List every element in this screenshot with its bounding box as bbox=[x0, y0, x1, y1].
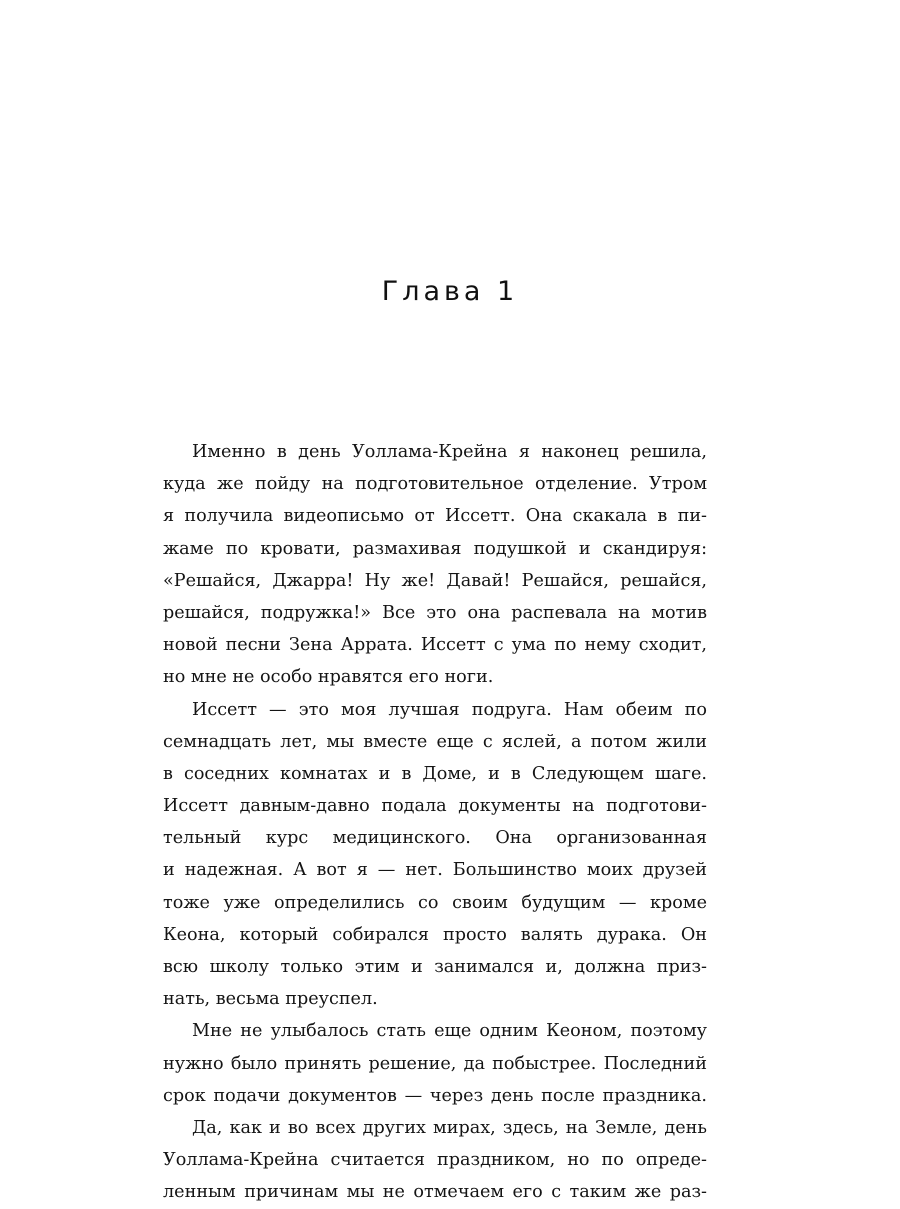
text-line: нать, весьма преуспел. bbox=[163, 989, 378, 1010]
text-line: Иссетт давным-давно подала документы на подготови- bbox=[163, 796, 707, 817]
text-line: но мне не особо нравятся его ноги. bbox=[163, 667, 494, 688]
text-line: срок подачи документов — через день после праздника. bbox=[163, 1085, 707, 1106]
text-line: нужно было принять решение, да побыстрее. Последний bbox=[163, 1053, 707, 1074]
text-line: тоже уже определились со своим будущим — кроме bbox=[163, 892, 707, 913]
text-line: семнадцать лет, мы вместе еще с яслей, а потом жили bbox=[163, 731, 707, 752]
text-line: тельный курс медицинского. Она организованная bbox=[163, 828, 707, 849]
text-line: Иссетт — это моя лучшая подруга. Нам обеим по bbox=[192, 699, 707, 720]
text-line: и надежная. А вот я — нет. Большинство моих друзей bbox=[163, 860, 707, 881]
text-line: Именно в день Уоллама-Крейна я наконец решила, bbox=[192, 442, 707, 462]
text-line: Кеона, который собирался просто валять дурака. Он bbox=[163, 924, 707, 945]
chapter-text bbox=[163, 436, 707, 1209]
text-line: Уоллама-Крейна считается праздником, но по опреде- bbox=[163, 1150, 707, 1171]
text-line: «Решайся, Джарра! Ну же! Давай! Решайся, решайся, bbox=[163, 570, 707, 591]
chapter-title: Глава 1 bbox=[381, 276, 519, 307]
text-line: куда же пойду на подготовительное отделение. Утром bbox=[163, 474, 707, 495]
text-line: всю школу только этим и занимался и, должна приз- bbox=[163, 957, 707, 977]
text-line: в соседних комнатах и в Доме, и в Следующем шаге. bbox=[163, 763, 707, 784]
text-line: решайся, подружка!» Все это она распевала на мотив bbox=[163, 602, 707, 623]
text-line: я получила видеописьмо от Иссетт. Она скакала в пи- bbox=[163, 506, 707, 527]
text-line: Да, как и во всех других мирах, здесь, на Земле, день bbox=[192, 1117, 707, 1138]
text-line: ленным причинам мы не отмечаем его с таким же раз- bbox=[163, 1182, 707, 1203]
text-line: Мне не улыбалось стать еще одним Кеоном, поэтому bbox=[192, 1021, 707, 1042]
text-line: новой песни Зена Аррата. Иссетт с ума по нему сходит, bbox=[163, 635, 707, 656]
text-line: жаме по кровати, размахивая подушкой и скандируя: bbox=[163, 538, 707, 559]
